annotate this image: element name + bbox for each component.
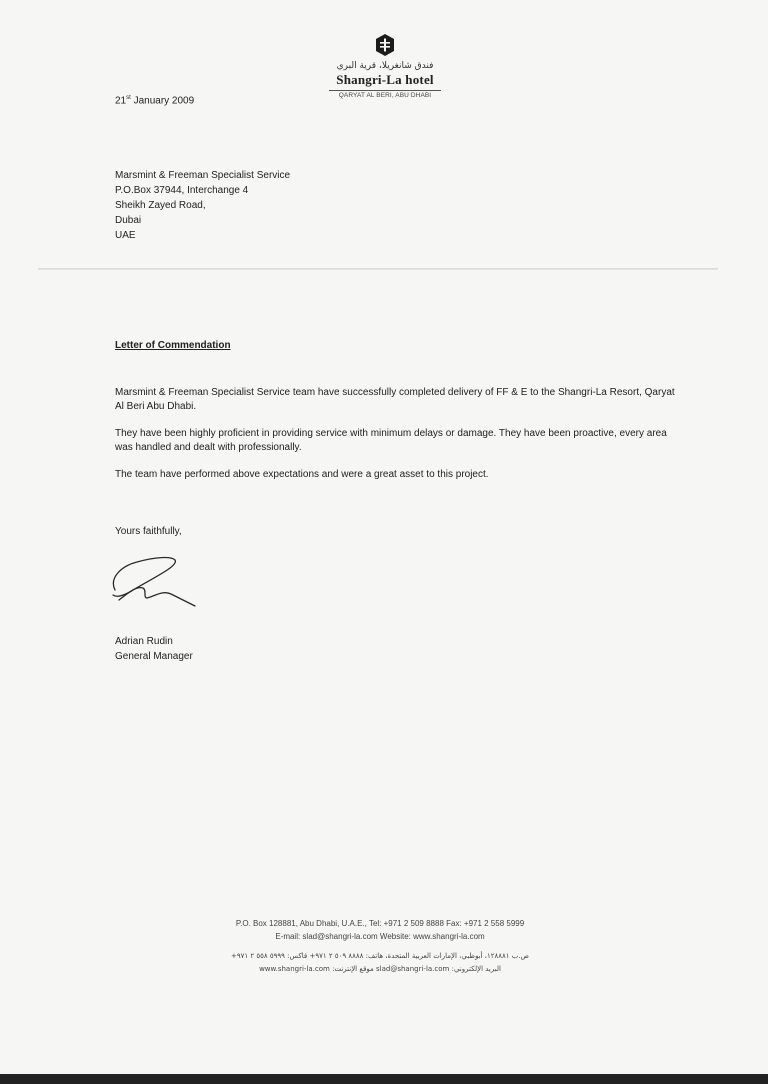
letter-subject: Letter of Commendation — [115, 340, 231, 351]
signer-name: Adrian Rudin — [115, 636, 173, 647]
logo-divider — [329, 90, 441, 91]
letter-closing: Yours faithfully, — [115, 526, 182, 537]
footer-contact: E-mail: slad@shangri-la.com Website: www.shangri-la.com — [275, 932, 485, 941]
shangri-la-emblem-icon — [375, 34, 395, 56]
scan-bottom-edge — [0, 1074, 768, 1084]
date-suffix: st — [126, 95, 131, 101]
address-line: UAE — [115, 230, 136, 241]
body-paragraph: The team have performed above expectations and were a great asset to this project. — [115, 469, 489, 480]
letter-body — [115, 386, 675, 495]
address-line: P.O.Box 37944, Interchange 4 — [115, 185, 249, 196]
fold-line — [38, 268, 718, 270]
letterhead-footer — [150, 917, 610, 976]
hotel-name-arabic: فندق شانغريلا، قرية البري — [336, 61, 434, 71]
address-line: Sheikh Zayed Road, — [115, 200, 206, 211]
hotel-letterhead-logo — [324, 34, 446, 99]
body-paragraph: Marsmint & Freeman Specialist Service team have successfully completed delivery of FF & E to the Shangri-La Resort, Qaryat Al Beri Abu Dhabi. — [115, 387, 675, 412]
signer-block — [115, 634, 193, 664]
address-line: Dubai — [115, 215, 142, 226]
date-day: 21 — [115, 95, 127, 107]
body-paragraph: They have been highly proficient in providing service with minimum delays or damage. They have been proactive, every area was handled and dealt with professionally. — [115, 428, 667, 453]
footer-address-arabic: ص.ب ١٢٨٨٨١، أبوظبي، الإمارات العربية المتحدة، هاتف: ٨٨٨٨ ٥٠٩ ٢ ٩٧١+ فاكس: ٥٩٩٩ ٥٥٨ ٢ ٩٧١+ — [230, 952, 530, 960]
hotel-location: QARYAT AL BERI, ABU DHABI — [338, 92, 432, 99]
address-line: Marsmint & Freeman Specialist Service — [115, 170, 291, 181]
date-rest: January 2009 — [133, 95, 195, 107]
footer-address: P.O. Box 128881, Abu Dhabi, U.A.E., Tel: +971 2 509 8888 Fax: +971 2 558 5999 — [235, 919, 525, 928]
footer-contact-arabic: البريد الإلكتروني: slad@shangri-la.com موقع الإنترنت: www.shangri-la.com — [259, 965, 501, 973]
handwritten-signature — [103, 548, 203, 610]
signer-title: General Manager — [115, 651, 193, 662]
recipient-address — [115, 168, 290, 243]
letter-date — [115, 95, 194, 106]
hotel-name: Shangri-La hotel — [336, 72, 434, 87]
